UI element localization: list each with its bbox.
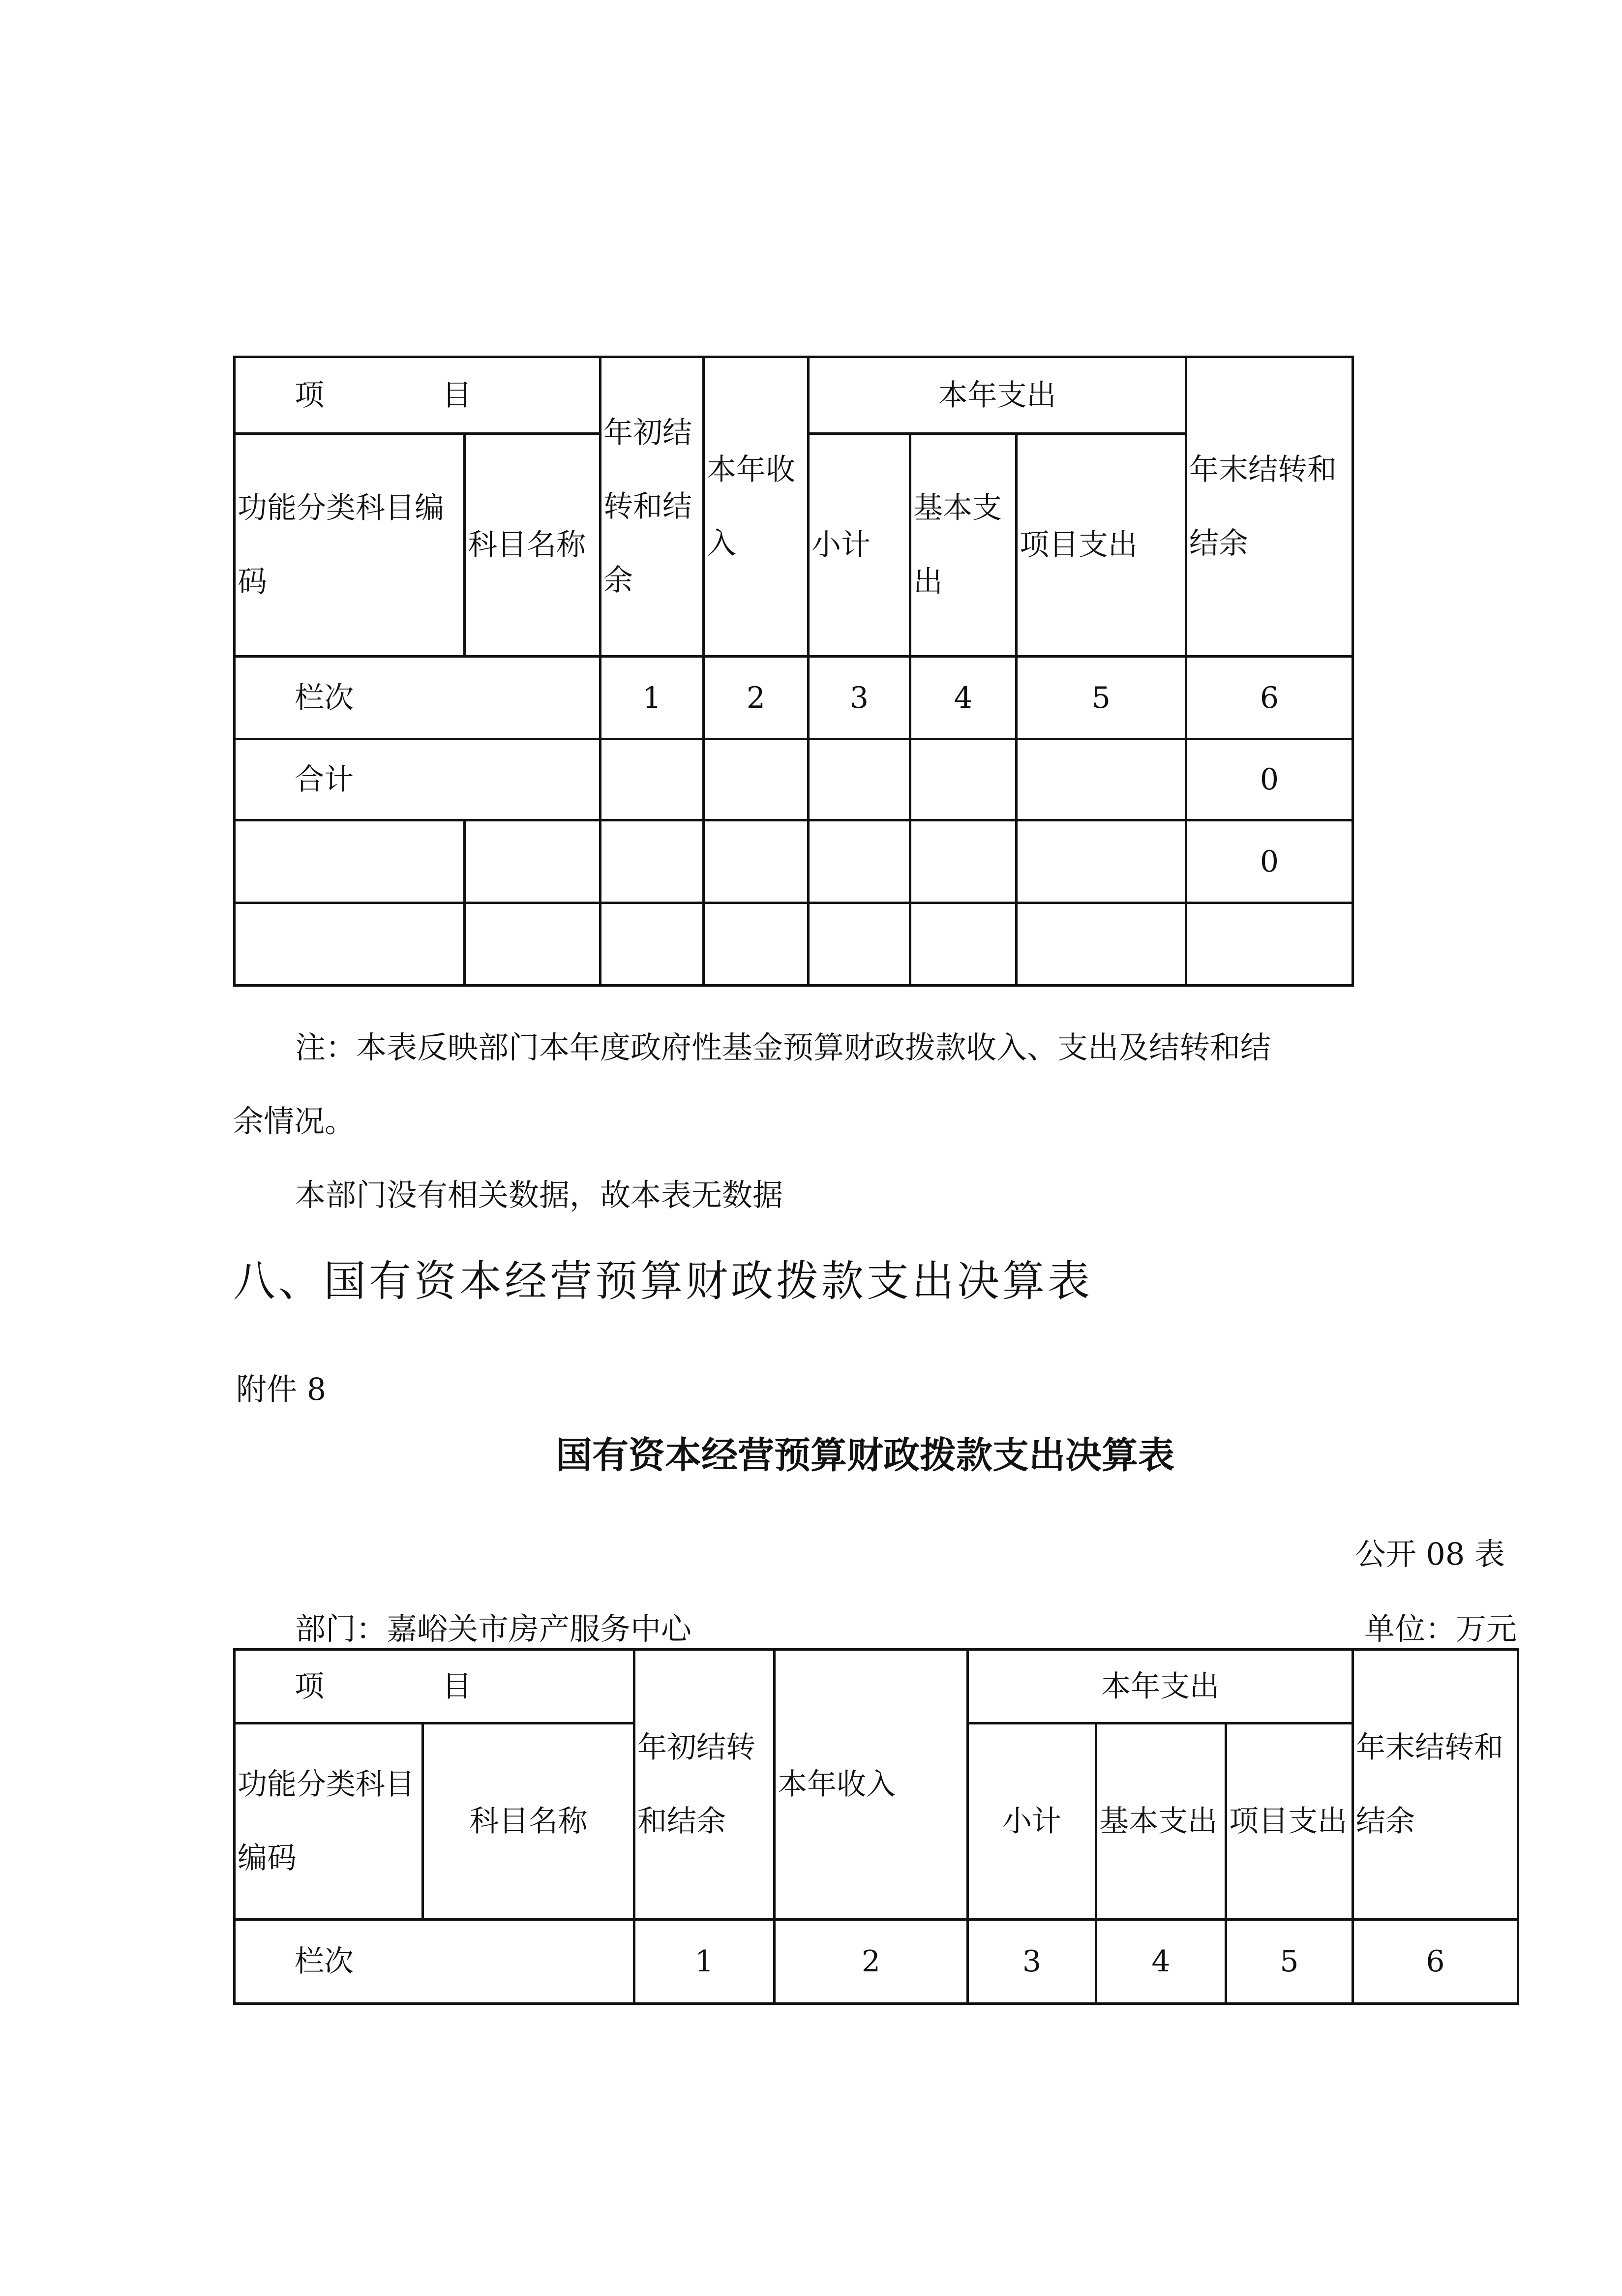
cell	[809, 739, 910, 820]
table-number: 公开 08 表	[1355, 1536, 1505, 1572]
index-cell: 6	[1353, 1920, 1518, 2004]
cell	[601, 820, 704, 903]
cell	[601, 903, 704, 986]
header-basic: 基本支出	[910, 434, 1017, 657]
cell	[1186, 903, 1353, 986]
cell	[704, 820, 809, 903]
cell	[235, 820, 465, 903]
cell	[809, 903, 910, 986]
cell	[465, 903, 601, 986]
unit: 单位：万元	[1364, 1611, 1517, 1647]
index-cell: 5	[1017, 657, 1186, 739]
cell	[465, 820, 601, 903]
attachment-label: 附件 8	[236, 1371, 327, 1407]
index-cell: 4	[910, 657, 1017, 739]
index-cell: 2	[775, 1920, 968, 2004]
department: 部门：嘉峪关市房产服务中心	[295, 1611, 692, 1647]
total-label: 合计	[235, 739, 601, 820]
section-heading: 八、国有资本经营预算财政拨款支出决算表	[233, 1257, 1093, 1306]
note-line-1: 注：本表反映部门本年度政府性基金预算财政拨款收入、支出及结转和结	[295, 1029, 1271, 1065]
header-end-balance: 年末结转和结余	[1353, 1650, 1518, 1920]
row-index-label: 栏次	[235, 1920, 634, 2004]
header-name: 科目名称	[423, 1723, 634, 1920]
cell	[235, 903, 465, 986]
cell	[1017, 903, 1186, 986]
header-expense: 本年支出	[968, 1650, 1353, 1723]
cell	[910, 820, 1017, 903]
header-expense: 本年支出	[809, 357, 1186, 434]
header-begin-balance: 年初结转和结余	[601, 357, 704, 657]
index-cell: 5	[1226, 1920, 1353, 2004]
row-index-label: 栏次	[235, 657, 601, 739]
index-cell: 3	[809, 657, 910, 739]
header-code: 功能分类科目编码	[235, 434, 465, 657]
header-item: 项 目	[235, 1650, 634, 1723]
cell	[1017, 820, 1186, 903]
index-cell: 4	[1096, 1920, 1226, 2004]
cell	[1017, 739, 1186, 820]
header-begin-balance: 年初结转和结余	[634, 1650, 775, 1920]
no-data-note: 本部门没有相关数据，故本表无数据	[295, 1177, 783, 1213]
header-end-balance: 年末结转和结余	[1186, 357, 1353, 657]
cell	[704, 739, 809, 820]
header-income: 本年收入	[704, 357, 809, 657]
total-end-balance: 0	[1186, 739, 1353, 820]
header-project: 项目支出	[1226, 1723, 1353, 1920]
header-income: 本年收入	[775, 1650, 968, 1920]
header-subtotal: 小计	[968, 1723, 1096, 1920]
index-cell: 1	[634, 1920, 775, 2004]
table-title: 国有资本经营预算财政拨款支出决算表	[556, 1434, 1174, 1477]
state-capital-table	[233, 1648, 1519, 2005]
header-item: 项 目	[235, 357, 601, 434]
government-fund-table	[233, 356, 1354, 987]
index-cell: 3	[968, 1920, 1096, 2004]
index-cell: 2	[704, 657, 809, 739]
header-code: 功能分类科目编码	[235, 1723, 423, 1920]
header-basic: 基本支出	[1096, 1723, 1226, 1920]
cell	[704, 903, 809, 986]
header-subtotal: 小计	[809, 434, 910, 657]
cell	[601, 739, 704, 820]
row-end-balance: 0	[1186, 820, 1353, 903]
index-cell: 6	[1186, 657, 1353, 739]
header-name: 科目名称	[465, 434, 601, 657]
cell	[910, 739, 1017, 820]
cell	[809, 820, 910, 903]
note-line-2: 余情况。	[233, 1103, 356, 1139]
header-project: 项目支出	[1017, 434, 1186, 657]
cell	[910, 903, 1017, 986]
index-cell: 1	[601, 657, 704, 739]
